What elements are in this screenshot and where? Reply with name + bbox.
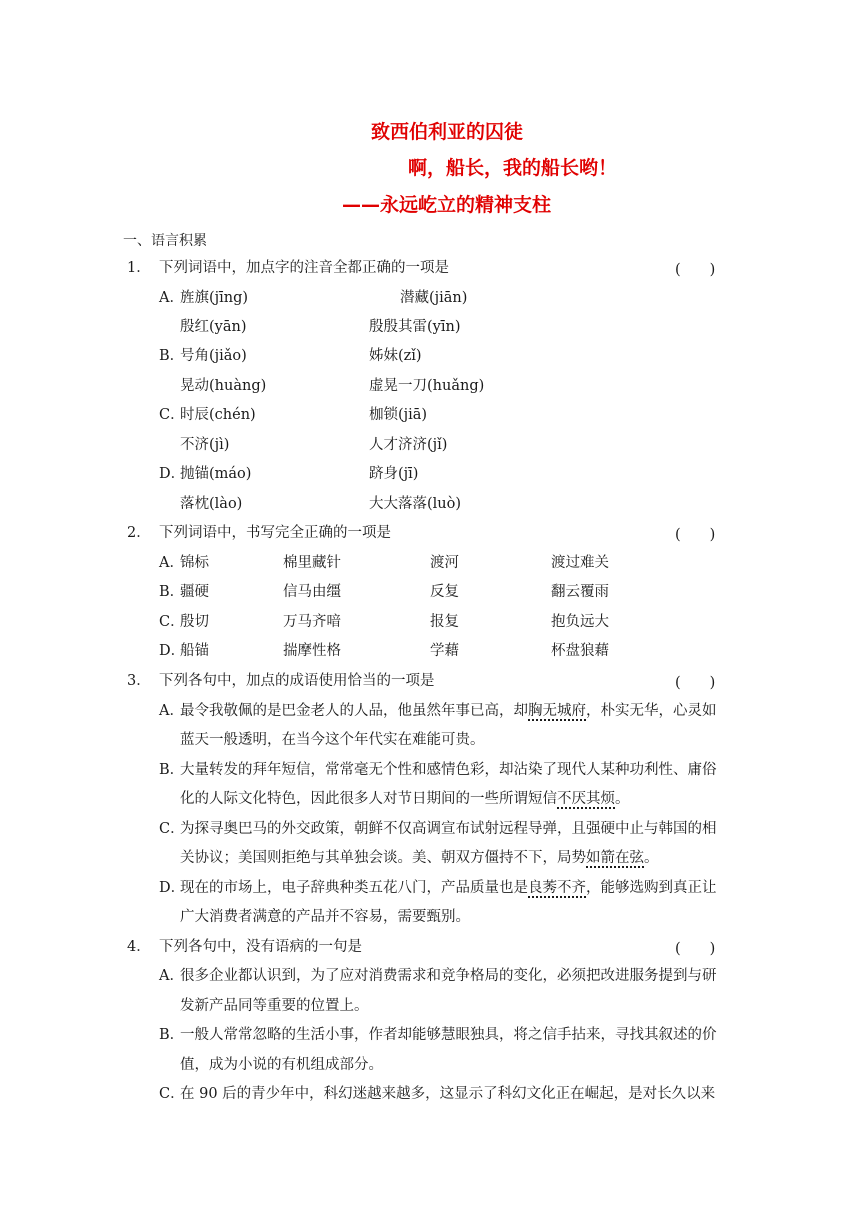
option-item: 落枕(lào) [180, 496, 243, 512]
option-item: 旌旗(jīng) [180, 290, 249, 306]
page-title: 致西伯利亚的囚徒 [371, 121, 524, 143]
option-word: 抱负远大 [551, 614, 609, 630]
option-word: 万马齐喑 [283, 614, 341, 630]
option-text: 在 90 后的青少年中，科幻迷越来越多，这显示了科幻文化正在崛起，是对长久以来 [180, 1086, 716, 1102]
option-label: C． [159, 821, 185, 837]
option-text: 值，成为小说的有机组成部分。 [180, 1057, 383, 1073]
option-text: 现在的市场上，电子辞典种类五花八门，产品质量也是良莠不齐，能够选购到真正让 [180, 880, 717, 896]
option-label: C． [159, 407, 185, 423]
option-word: 学藉 [430, 643, 459, 659]
option-label: B． [159, 348, 185, 364]
option-text: 发新产品同等重要的位置上。 [180, 998, 369, 1014]
option-word: 疆硬 [180, 584, 209, 600]
option-word: 渡过难关 [551, 555, 609, 571]
question-stem: 下列各句中，加点的成语使用恰当的一项是 [159, 673, 435, 689]
idiom-highlight: 胸无城府 [528, 703, 586, 719]
answer-blank: ( ) [675, 675, 716, 691]
option-label: C． [159, 614, 185, 630]
option-item: 殷殷其雷(yīn) [369, 319, 461, 335]
option-item: 晃动(huàng) [180, 378, 267, 394]
option-item: 跻身(jī) [369, 466, 419, 482]
option-text: 化的人际文化特色，因此很多人对节日期间的一些所谓短信不厌其烦。 [180, 791, 630, 807]
option-word: 信马由缰 [283, 584, 341, 600]
option-label: D． [159, 466, 186, 482]
option-text: 最令我敬佩的是巴金老人的人品，他虽然年事已高，却胸无城府，朴实无华，心灵如 [180, 703, 717, 719]
option-item: 时辰(chén) [180, 407, 256, 423]
answer-blank: ( ) [675, 262, 716, 278]
option-label: A． [159, 968, 184, 984]
question-stem: 下列词语中，加点字的注音全都正确的一项是 [159, 260, 449, 276]
option-word: 殷切 [180, 614, 209, 630]
idiom-highlight: 良莠不齐 [528, 880, 586, 896]
option-word: 锦标 [180, 555, 209, 571]
option-label: D． [159, 643, 186, 659]
option-text: 蓝天一般透明，在当今这个年代实在难能可贵。 [180, 732, 485, 748]
option-item: 大大落落(luò) [369, 496, 462, 512]
option-item: 抛锚(máo) [180, 466, 252, 482]
option-label: A． [159, 555, 184, 571]
answer-blank: ( ) [675, 527, 716, 543]
option-text: 广大消费者满意的产品并不容易，需要甄别。 [180, 909, 470, 925]
option-label: A． [159, 703, 184, 719]
option-text: 大量转发的拜年短信，常常毫无个性和感情色彩，却沾染了现代人某种功利性、庸俗 [180, 762, 717, 778]
option-word: 船锚 [180, 643, 209, 659]
option-word: 报复 [430, 614, 459, 630]
option-word: 揣摩性格 [283, 643, 341, 659]
option-item: 姊妹(zǐ) [369, 348, 422, 364]
option-text: 很多企业都认识到，为了应对消费需求和竞争格局的变化，必须把改进服务提到与研 [180, 968, 717, 984]
question-stem: 下列词语中，书写完全正确的一项是 [159, 525, 391, 541]
option-text: 一般人常常忽略的生活小事，作者却能够慧眼独具，将之信手拈来，寻找其叙述的价 [180, 1027, 717, 1043]
page-subtitle: 啊，船长，我的船长哟！ [408, 157, 618, 179]
answer-blank: ( ) [675, 941, 716, 957]
option-label: B． [159, 762, 185, 778]
idiom-highlight: 如箭在弦 [586, 850, 644, 866]
question-stem: 下列各句中，没有语病的一句是 [159, 939, 362, 955]
page-subtitle-2: ——永远屹立的精神支柱 [342, 194, 552, 216]
option-label: D． [159, 880, 186, 896]
option-item: 潜藏(jiān) [400, 290, 468, 306]
option-item: 不济(jì) [180, 437, 230, 453]
option-word: 杯盘狼藉 [551, 643, 609, 659]
option-label: A． [159, 290, 184, 306]
idiom-highlight: 不厌其烦 [557, 791, 615, 807]
option-label: C． [159, 1086, 185, 1102]
option-word: 翻云覆雨 [551, 584, 609, 600]
section-heading: 一、语言积累 [123, 233, 207, 249]
option-text: 关协议；美国则拒绝与其单独会谈。美、朝双方僵持不下，局势如箭在弦。 [180, 850, 659, 866]
option-word: 反复 [430, 584, 459, 600]
question-number: 1． [127, 260, 151, 276]
option-text: 为探寻奥巴马的外交政策，朝鲜不仅高调宣布试射远程导弹，且强硬中止与韩国的相 [180, 821, 717, 837]
question-number: 3． [127, 673, 151, 689]
option-word: 渡河 [430, 555, 459, 571]
question-number: 2． [127, 525, 151, 541]
option-item: 殷红(yān) [180, 319, 247, 335]
option-item: 枷锁(jiā) [369, 407, 428, 423]
question-number: 4． [127, 939, 151, 955]
option-item: 人才济济(jǐ) [369, 437, 448, 453]
option-item: 虚晃一刀(huǎng) [369, 378, 485, 394]
option-label: B． [159, 1027, 185, 1043]
option-word: 棉里藏针 [283, 555, 341, 571]
option-label: B． [159, 584, 185, 600]
option-item: 号角(jiǎo) [180, 348, 247, 364]
